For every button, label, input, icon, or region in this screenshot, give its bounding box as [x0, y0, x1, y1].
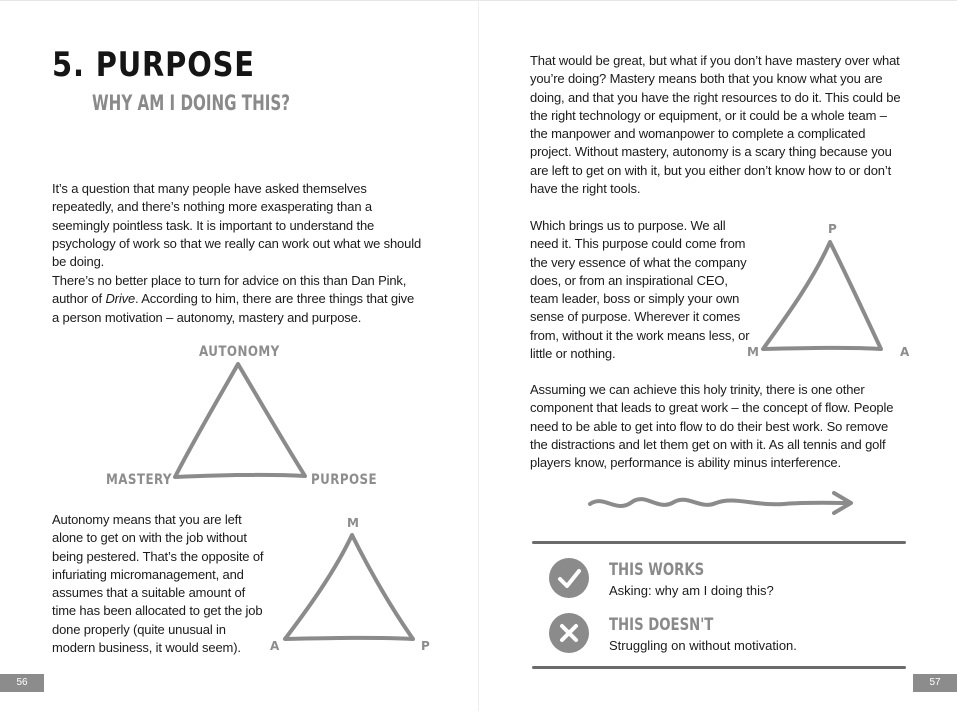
left-page — [0, 0, 478, 712]
tip-doesnt-text: Struggling on without motivation. — [609, 638, 797, 653]
right-paragraph-1: That would be great, but what if you don’t have mastery over what you’re doing? Mastery means both that you know what you are doing, and that you have the right resources to do it. This could be the right technology or equipment, or it could be a whole team – the manpower and womanpower to complete a complicated project. Without mastery, autonomy is a scary thing because you are left to get on with it, but you either don’t know how to or don’t have the right tools. — [530, 53, 901, 197]
left-paragraph-2 — [52, 272, 424, 327]
tip-works-text: Asking: why am I doing this? — [609, 583, 774, 598]
chapter-title — [52, 45, 255, 85]
triangle-corner-a: A — [270, 639, 280, 653]
cross-icon — [549, 613, 589, 653]
flow-arrow-icon — [584, 486, 864, 526]
triangle-corner-m: M — [347, 516, 359, 530]
left-paragraph-3: Autonomy means that you are left alone to get on with the job without being pestered. That’s the opposite of infuriating micromanagement, and assumes that a suitable amount of time has been allocated to get the job done properly (quite unusual in modern business, it would seem). — [52, 512, 264, 656]
p2-text-end: . According to him, there are three things that give a person motivation – autonomy, mastery and purpose. — [52, 291, 415, 325]
chapter-subtitle: WHY AM I DOING THIS? — [92, 91, 291, 115]
triangle-corner-m: M — [747, 345, 759, 359]
page-number-right: 57 — [913, 674, 957, 692]
p2-text-start: There’s no better place to turn for advice on this than Dan Pink, author of — [52, 273, 407, 307]
divider-top — [532, 541, 906, 544]
page-number-left: 56 — [0, 674, 44, 692]
motivation-triangle-diagram — [160, 356, 330, 486]
tip-works-heading: THIS WORKS — [609, 560, 705, 580]
triangle-label-autonomy: AUTONOMY — [199, 344, 280, 360]
purpose-triangle — [756, 233, 896, 358]
left-paragraph-1: It’s a question that many people have asked themselves repeatedly, and there’s nothing more exasperating than a seemingly pointless task. It is important to understand the psychology of work so that we really can work out what we should be doing. — [52, 181, 422, 270]
divider-bottom — [532, 666, 906, 669]
right-paragraph-3: Assuming we can achieve this holy trinity, there is one other component that leads to great work – the concept of flow. People need to be able to get into flow to do their best work. So remove the distractions and let them get on with it. As all tennis and golf players know, performance is ability minus interference. — [530, 382, 894, 471]
tip-doesnt-heading: THIS DOESN'T — [609, 615, 714, 635]
check-icon — [549, 558, 589, 598]
check-badge — [549, 558, 589, 598]
triangle-corner-a: A — [900, 345, 910, 359]
right-paragraph-2: Which brings us to purpose. We all need it. This purpose could come from the very essence of what the company does, or from an inspirational CEO, team leader, boss or simply your own sense of purpose. Wherever it comes from, without it the work means less, or little or nothing. — [530, 218, 750, 362]
triangle-label-purpose: PURPOSE — [311, 472, 378, 488]
chapter-number: 5. — [52, 45, 85, 85]
triangle-corner-p: P — [828, 222, 837, 236]
triangle-label-mastery: MASTERY — [106, 472, 172, 488]
book-title-drive: Drive — [105, 291, 136, 307]
triangle-corner-p: P — [421, 639, 430, 653]
cross-badge — [549, 613, 589, 653]
autonomy-first-triangle — [275, 526, 425, 646]
chapter-title-text: PURPOSE — [95, 45, 255, 85]
right-page — [479, 0, 957, 712]
